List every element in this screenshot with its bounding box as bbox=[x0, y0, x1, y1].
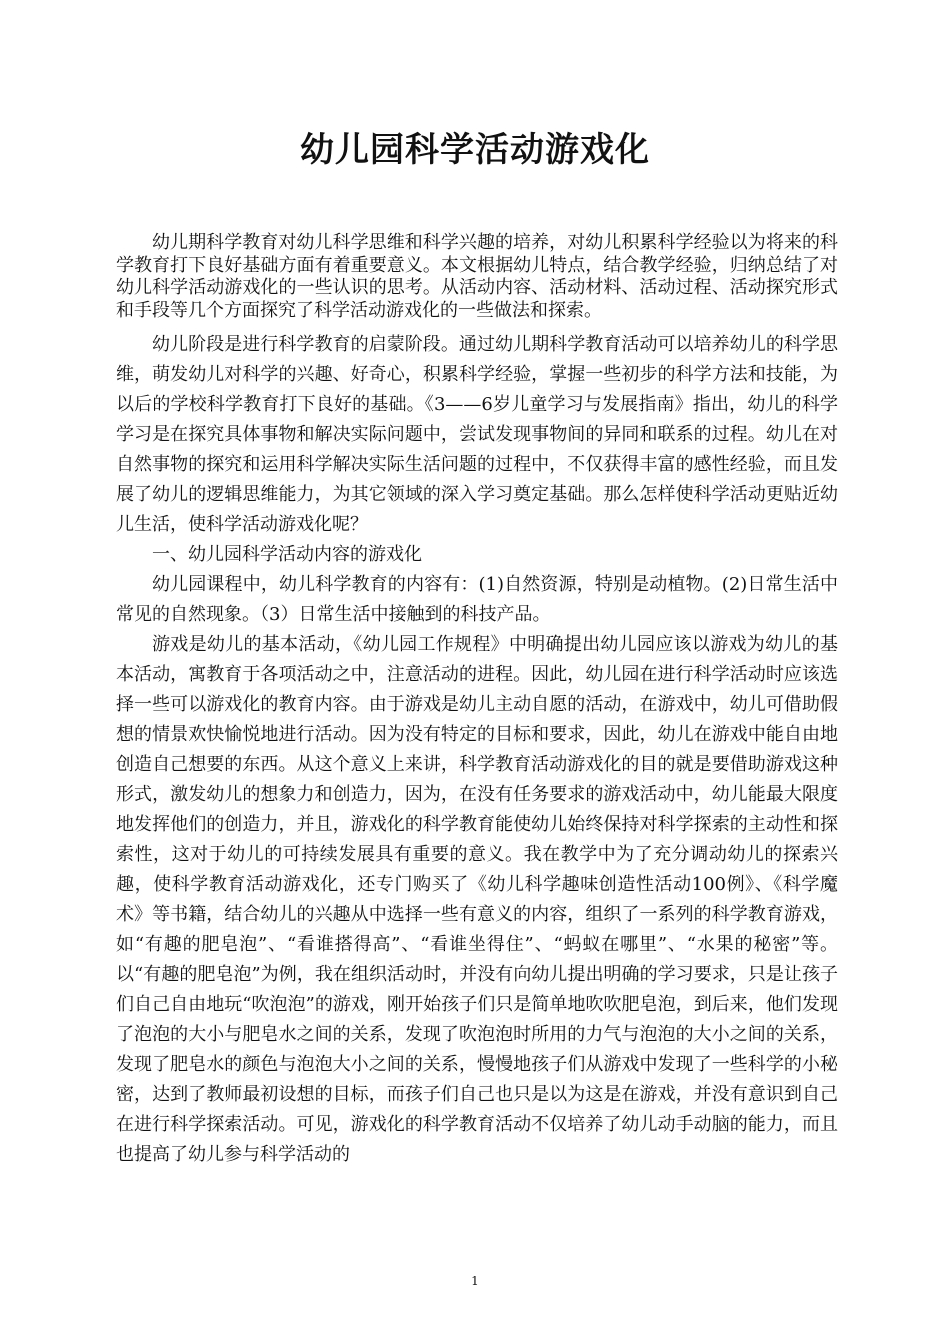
paragraph-game-activity: 游戏是幼儿的基本活动，《幼儿园工作规程》中明确提出幼儿园应该以游戏为幼儿的基本活动，寓教育于各项活动之中，注意活动的进程。因此，幼儿园在进行科学活动时应该选择一些可以游戏化的教育内容。由于游戏是幼儿主动自愿的活动，在游戏中，幼儿可借助假想的情景欢快愉悦地进行活动。因为没有特定的目标和要求，因此，幼儿在游戏中能自由地创造自己想要的东西。从这个意义上来讲，科学教育活动游戏化的目的就是要借助游戏这种形式，激发幼儿的想象力和创造力，因为，在没有任务要求的游戏活动中，幼儿能最大限度地发挥他们的创造力，并且，游戏化的科学教育能使幼儿始终保持对科学探索的主动性和探索性，这对于幼儿的可持续发展具有重要的意义。我在教学中为了充分调动幼儿的探索兴趣，使科学教育活动游戏化，还专门购买了《幼儿科学趣味创造性活动100例》、《科学魔术》等书籍，结合幼儿的兴趣从中选择一些有意义的内容，组织了一系列的科学教育游戏，如“有趣的肥皂泡”、“看谁搭得高”、“看谁坐得住”、“蚂蚁在哪里”、“水果的秘密”等。以“有趣的肥皂泡”为例，我在组织活动时，并没有向幼儿提出明确的学习要求，只是让孩子们自己自由地玩“吹泡泡”的游戏，刚开始孩子们只是简单地吹吹肥皂泡，到后来，他们发现了泡泡的大小与肥皂水之间的关系，发现了吹泡泡时所用的力气与泡泡的大小之间的关系，发现了肥皂水的颜色与泡泡大小之间的关系，慢慢地孩子们从游戏中发现了一些科学的小秘密，达到了教师最初设想的目标，而孩子们自己也只是以为这是在游戏，并没有意识到自己在进行科学探索活动。可见，游戏化的科学教育活动不仅培养了幼儿动手动脑的能力，而且也提高了幼儿参与科学活动的 bbox=[116, 634, 838, 1165]
paragraph-content-list: 幼儿园课程中，幼儿科学教育的内容有：(1)自然资源，特别是动植物。(2)日常生活中常见的自然现象。（3）日常生活中接触到的科技产品。 bbox=[116, 574, 838, 625]
abstract-section bbox=[116, 232, 838, 322]
abstract-paragraph: 幼儿期科学教育对幼儿科学思维和科学兴趣的培养，对幼儿积累科学经验以为将来的科学教育打下良好基础方面有着重要意义。本文根据幼儿特点，结合教学经验，归纳总结了对幼儿科学活动游戏化的一些认识的思考。从活动内容、活动材料、活动过程、活动探究形式和手段等几个方面探究了科学活动游戏化的一些做法和探索。 bbox=[116, 232, 838, 321]
main-text bbox=[116, 330, 838, 1170]
document-title: 幼儿园科学活动游戏化 bbox=[300, 130, 650, 170]
section-heading: 一、幼儿园科学活动内容的游戏化 bbox=[152, 544, 422, 565]
document-body bbox=[116, 232, 838, 1170]
paragraph-intro: 幼儿阶段是进行科学教育的启蒙阶段。通过幼儿期科学教育活动可以培养幼儿的科学思维，萌发幼儿对科学的兴趣、好奇心，积累科学经验，掌握一些初步的科学方法和技能，为以后的学校科学教育打下良好的基础。《3——6岁儿童学习与发展指南》指出，幼儿的科学学习是在探究具体事物和解决实际问题中，尝试发现事物间的异同和联系的过程。幼儿在对自然事物的探究和运用科学解决实际生活问题的过程中，不仅获得丰富的感性经验，而且发展了幼儿的逻辑思维能力，为其它领域的深入学习奠定基础。那么怎样使科学活动更贴近幼儿生活，使科学活动游戏化呢？ bbox=[116, 334, 838, 535]
page-number: 1 bbox=[471, 1274, 479, 1288]
